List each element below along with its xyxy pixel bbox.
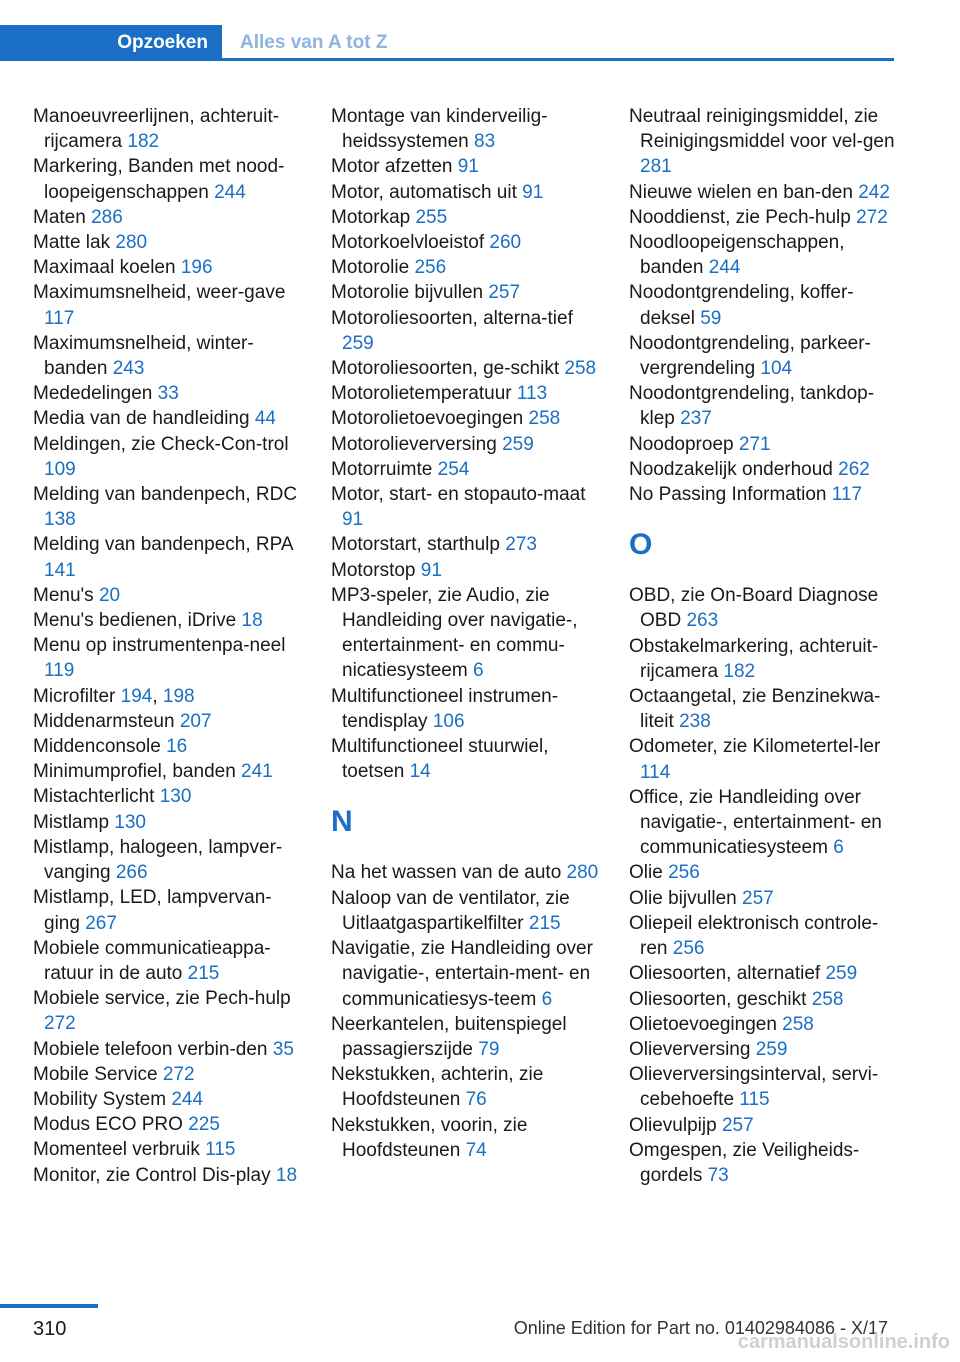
index-entry-text: Melding van bandenpech, RPA (33, 534, 293, 556)
page-link[interactable]: 18 (275, 1164, 298, 1186)
page-link[interactable]: 182 (723, 660, 756, 682)
watermark: carmanualsonline.info (737, 1331, 950, 1353)
index-entry (33, 1112, 305, 1137)
page-link[interactable]: 119 (44, 660, 75, 682)
index-entry-text: Noodzakelijk onderhoud (629, 458, 833, 480)
page-link[interactable]: 257 (488, 282, 521, 304)
index-entry (331, 180, 603, 205)
index-entry (629, 785, 901, 861)
index-entry (33, 280, 305, 330)
index-entry (331, 1012, 603, 1062)
index-entry (33, 633, 305, 683)
index-entry (33, 1163, 305, 1188)
index-entry-text: Mistlamp, LED, lampvervan-ging (33, 887, 272, 934)
index-entry-text: Meldingen, zie Check-Con-trol (33, 433, 289, 455)
index-entry-text: Matte lak (33, 232, 111, 254)
index-entry-text: Mistachterlicht (33, 786, 155, 808)
index-entry-text: Middenconsole (33, 736, 161, 758)
page-link[interactable]: 273 (505, 534, 537, 556)
page-link[interactable]: 6 (541, 988, 553, 1010)
index-entry-text: Noodontgrendeling, parkeer-vergrendeling (629, 332, 871, 380)
page-link[interactable]: 130 (114, 811, 146, 833)
index-entry-text: Mobiele communicatieappa-ratuur in de auto (33, 937, 271, 984)
index-entry (629, 886, 901, 911)
index-entry-text: Maten (33, 206, 86, 228)
index-entry (33, 482, 305, 532)
index-entry (331, 583, 603, 684)
page-link[interactable]: 117 (44, 307, 75, 329)
page-link[interactable]: 44 (254, 408, 276, 430)
page-link[interactable]: 258 (564, 358, 597, 380)
index-entry (33, 205, 305, 230)
index-entry-text: Olie (629, 862, 663, 884)
page-link[interactable]: 16 (166, 736, 188, 758)
index-entry-text: Middenarmsteun (33, 710, 175, 732)
page-link[interactable]: 79 (478, 1038, 500, 1060)
page-link[interactable]: 207 (179, 710, 212, 732)
index-entry-text: Menu's (33, 584, 94, 606)
page-link[interactable]: 18 (241, 610, 263, 632)
index-entry (33, 1062, 305, 1087)
page-link[interactable]: 271 (738, 433, 771, 455)
page-link[interactable]: 215 (187, 962, 220, 984)
index-entry-text: No Passing Information (629, 484, 827, 506)
index-entry-text: Media van de handleiding (33, 408, 250, 430)
page-link[interactable]: 91 (457, 156, 479, 178)
index-entry (331, 532, 603, 557)
index-entry-text: Olieverversingsinterval, servi-cebehoefte (629, 1064, 879, 1111)
page-link[interactable]: 260 (489, 232, 522, 254)
page-link[interactable]: 73 (707, 1164, 729, 1186)
index-entry (33, 835, 305, 885)
index-entry (331, 1062, 603, 1112)
index-entry (331, 255, 603, 280)
index-entry-text: Olie bijvullen (629, 887, 737, 909)
index-entry (33, 1137, 305, 1162)
index-entry (331, 230, 603, 255)
page-link[interactable]: 272 (162, 1063, 195, 1085)
page-link[interactable]: 104 (760, 358, 793, 380)
page-link[interactable]: 83 (474, 131, 496, 153)
index-entry-text: Motoroliesoorten, alterna-tief (331, 307, 573, 329)
index-entry-text: Minimumprofiel, banden (33, 761, 236, 783)
index-entry-text: Mobiele telefoon verbin-den (33, 1038, 268, 1060)
index-entry-text: Octaangetal, zie Benzinekwa-liteit (629, 686, 881, 733)
index-entry (33, 936, 305, 986)
index-entry-text: Multifunctioneel instrumen-tendisplay (331, 685, 559, 732)
index-entry-text: Maximaal koelen (33, 257, 176, 279)
index-entry-text: Microfilter (33, 685, 116, 707)
index-entry (331, 457, 603, 482)
page-link[interactable]: 280 (115, 232, 148, 254)
index-entry-text: OBD, zie On-Board Diagnose OBD (629, 585, 879, 632)
page-link[interactable]: 76 (465, 1089, 487, 1111)
index-entry-text: Motorolietemperatuur (331, 383, 512, 405)
index-entry (629, 911, 901, 961)
index-entry-text: Navigatie, zie Handleiding over navigatie-, entertain-ment- en communicatiesys-teem (331, 938, 593, 1010)
page-link[interactable]: 106 (432, 710, 465, 732)
index-entry (331, 734, 603, 784)
index-entry (331, 205, 603, 230)
page-link[interactable]: 256 (672, 938, 705, 960)
tab-alles-van-a-tot-z[interactable]: Alles van A tot Z (240, 32, 388, 53)
index-entry (33, 432, 305, 482)
page-link[interactable]: 196 (180, 257, 213, 279)
index-entry (331, 558, 603, 583)
index-entry (33, 331, 305, 381)
index-entry (331, 306, 603, 356)
index-entry (33, 1087, 305, 1112)
index-entry-text: Noodoproep (629, 433, 734, 455)
page-link[interactable]: 259 (755, 1038, 788, 1060)
index-entry (331, 154, 603, 179)
page-link[interactable]: 262 (838, 458, 870, 480)
tab-opzoeken[interactable]: Opzoeken (0, 25, 222, 61)
index-entry (33, 154, 305, 204)
index-column-1 (33, 104, 305, 1188)
index-entry-text: Nieuwe wielen en ban-den (629, 181, 853, 203)
index-entry (33, 583, 305, 608)
index-entry-text: Menu op instrumentenpa-neel (33, 635, 286, 657)
page-link[interactable]: 91 (522, 181, 544, 203)
index-entry-text: Maximumsnelheid, weer-gave (33, 282, 286, 304)
index-entry (33, 532, 305, 582)
page-link[interactable]: 35 (272, 1038, 294, 1060)
index-entry-text: Motorkap (331, 206, 411, 228)
page-link[interactable]: 272 (44, 1013, 76, 1035)
index-entry (33, 784, 305, 809)
index-entry (331, 482, 603, 532)
index-entry (629, 634, 901, 684)
index-entry-text: Nekstukken, voorin, zie Hoofdsteunen (331, 1114, 528, 1161)
page-link[interactable]: 115 (739, 1089, 770, 1111)
index-entry (33, 255, 305, 280)
page-link[interactable]: 91 (420, 559, 442, 581)
index-entry (629, 482, 901, 507)
index-entry-text: Omgespen, zie Veiligheids-gordels (629, 1139, 860, 1186)
index-entry (331, 886, 603, 936)
page-link[interactable]: 198 (162, 685, 195, 707)
page-link[interactable]: 215 (528, 912, 561, 934)
index-entry (629, 1113, 901, 1138)
index-entry (33, 709, 305, 734)
index-entry-text: Motorolietoevoegingen (331, 408, 524, 430)
index-entry-text: Obstakelmarkering, achteruit-rijcamera (629, 635, 879, 682)
page-link[interactable]: 117 (831, 484, 863, 506)
index-column-2 (331, 104, 603, 1163)
index-entry (629, 684, 901, 734)
index-entry (629, 457, 901, 482)
index-entry (629, 987, 901, 1012)
page-link[interactable]: 242 (858, 181, 890, 203)
index-entry-text: Motorolie (331, 257, 410, 279)
page-link[interactable]: 257 (721, 1114, 754, 1136)
index-entry (629, 961, 901, 986)
page-link[interactable]: 115 (205, 1139, 236, 1161)
footer-rule (0, 1304, 98, 1308)
index-entry (331, 356, 603, 381)
index-entry (331, 104, 603, 154)
index-entry (33, 406, 305, 431)
page-link[interactable]: 141 (44, 559, 76, 581)
page-link[interactable]: 182 (127, 131, 160, 153)
index-entry (629, 1138, 901, 1188)
index-entry (33, 104, 305, 154)
page-link[interactable]: 258 (811, 988, 844, 1010)
index-entry-text: Mistlamp (33, 811, 110, 833)
index-entry-text: Mobiele service, zie Pech-hulp (33, 988, 291, 1010)
index-entry (629, 230, 901, 280)
page-link[interactable]: 241 (241, 761, 273, 783)
edition-note: Online Edition for Part no. 01402984086 - X/17 (513, 1318, 888, 1338)
index-entry-text: Modus ECO PRO (33, 1114, 183, 1136)
index-entry-text: Neutraal reinigingsmiddel, zie Reinigingsmiddel voor vel-gen (629, 106, 895, 153)
page-link[interactable]: 238 (679, 711, 711, 733)
index-entry (629, 1037, 901, 1062)
page-link[interactable]: 258 (782, 1013, 814, 1035)
index-entry-text: Mistlamp, halogeen, lampver-vanging (33, 836, 283, 884)
index-entry: Microfilter 194, 198 (33, 685, 195, 707)
page-link[interactable]: 114 (640, 761, 671, 783)
page-link[interactable]: 91 (342, 509, 364, 531)
index-entry (629, 381, 901, 431)
index-entry-text: Oliepeil elektronisch controle-ren (629, 912, 879, 960)
index-entry-text: Olieverversing (629, 1038, 751, 1060)
page-link[interactable]: 254 (437, 458, 470, 480)
index-entry-text: Nooddienst, zie Pech-hulp (629, 206, 851, 228)
index-entry (331, 406, 603, 431)
page-link[interactable]: 256 (668, 862, 700, 884)
index-entry (629, 1012, 901, 1037)
index-entry (629, 583, 901, 633)
index-entry-text: Na het wassen van de auto (331, 862, 562, 884)
page-link[interactable]: 257 (742, 887, 774, 909)
page-link[interactable]: 109 (44, 458, 76, 480)
page-link[interactable]: 194 (120, 685, 153, 707)
page-link[interactable]: 263 (686, 610, 719, 632)
index-entry-text: Motorstart, starthulp (331, 534, 500, 556)
page-link[interactable]: 14 (409, 761, 431, 783)
page-link[interactable]: 272 (856, 206, 888, 228)
index-entry-text: MP3-speler, zie Audio, zie Handleiding over navigatie-, entertainment- en commu-nicatiesysteem (331, 584, 578, 682)
page-link[interactable]: 113 (516, 383, 548, 405)
index-entry-text: Neerkantelen, buitenspiegel passagierszijde (331, 1013, 567, 1060)
index-entry-text: Monitor, zie Control Dis-play (33, 1164, 271, 1186)
index-entry (331, 860, 603, 885)
index-entry (33, 734, 305, 759)
index-entry (331, 280, 603, 305)
index-entry (331, 936, 603, 1012)
index-entry (331, 432, 603, 457)
index-entry (33, 1037, 305, 1062)
header-rule (0, 58, 894, 61)
index-entry-text: Noodontgrendeling, tankdop-klep (629, 383, 875, 430)
page-header (0, 25, 894, 62)
index-entry-text: Mobile Service (33, 1063, 158, 1085)
index-entry-text: Markering, Banden met nood-loopeigenschappen (33, 156, 285, 203)
page-link[interactable]: 6 (833, 837, 844, 859)
page-link[interactable]: 237 (680, 408, 712, 430)
page-link[interactable]: 225 (188, 1114, 220, 1136)
index-entry-text: Motorolieverversing (331, 433, 497, 455)
index-entry-text: Motorolie bijvullen (331, 282, 484, 304)
index-entry-text: Motor, automatisch uit (331, 181, 517, 203)
index-entry (331, 1113, 603, 1163)
index-entry-text: Noodontgrendeling, koffer-deksel (629, 282, 854, 329)
page-link[interactable]: 258 (528, 408, 561, 430)
page-link[interactable]: 59 (700, 307, 722, 329)
index-entry-text: Mobility System (33, 1088, 167, 1110)
index-entry-text: Oliesoorten, geschikt (629, 988, 807, 1010)
index-entry (629, 280, 901, 330)
page-link[interactable]: 259 (502, 433, 534, 455)
page-link[interactable]: 255 (415, 206, 448, 228)
index-entry-text: Odometer, zie Kilometertel-ler (629, 736, 881, 758)
index-entry (629, 331, 901, 381)
index-entry-text: Naloop van de ventilator, zie Uitlaatgaspartikelfilter (331, 887, 570, 934)
index-entry (629, 180, 901, 205)
index-entry-text: Noodloopeigenschappen, banden (629, 232, 845, 279)
page-link[interactable]: 267 (85, 912, 117, 934)
page-link[interactable]: 280 (566, 862, 599, 884)
index-entry (33, 810, 305, 835)
index-entry-text: Motorstop (331, 559, 416, 581)
index-entry-text: Motor, start- en stopauto-maat (331, 484, 586, 506)
index-entry (331, 684, 603, 734)
page-link[interactable]: 281 (640, 156, 672, 178)
index-entry (629, 1062, 901, 1112)
index-entry (33, 608, 305, 633)
page-link[interactable]: 33 (157, 383, 179, 405)
page-link[interactable]: 130 (159, 786, 192, 808)
page-link[interactable]: 259 (825, 963, 858, 985)
page-link[interactable]: 244 (171, 1088, 204, 1110)
page-link[interactable]: 74 (465, 1139, 487, 1161)
index-entry-text: Melding van bandenpech, RDC (33, 484, 298, 506)
index-entry-text: Menu's bedienen, iDrive (33, 610, 237, 632)
index-entry (33, 986, 305, 1036)
index-entry-text: Momenteel verbruik (33, 1139, 200, 1161)
index-entry-text: Motor afzetten (331, 156, 453, 178)
page-link[interactable]: 244 (214, 181, 246, 203)
index-entry (629, 432, 901, 457)
index-entry (33, 885, 305, 935)
index-entry-text: Maximumsnelheid, winter-banden (33, 332, 254, 380)
index-entry (629, 104, 901, 180)
index-entry (33, 381, 305, 406)
index-entry-text: Multifunctioneel stuurwiel, toetsen (331, 736, 549, 783)
page-link[interactable]: 138 (44, 509, 76, 531)
index-entry-text: Montage van kinderveilig-heidssystemen (331, 106, 548, 153)
index-entry-text: Manoeuvreerlijnen, achteruit-rijcamera (33, 106, 280, 153)
page-link[interactable]: 244 (708, 257, 741, 279)
index-entry (629, 860, 901, 885)
index-entry-text: Olietoevoegingen (629, 1013, 777, 1035)
index-entry-text: Office, zie Handleiding over navigatie-, entertainment- en communicatiesysteem (629, 786, 882, 859)
page-link[interactable]: 243 (112, 358, 145, 380)
index-entry (33, 759, 305, 784)
index-entry (33, 230, 305, 255)
index-entry-text: Olievulpijp (629, 1114, 717, 1136)
section-letter: N (331, 805, 353, 839)
index-entry (629, 734, 901, 784)
page-link[interactable]: 266 (115, 862, 148, 884)
index-entry-text: Motorruimte (331, 458, 433, 480)
index-entry (629, 205, 901, 230)
page-number: 310 (33, 1318, 67, 1340)
index-entry (331, 381, 603, 406)
page-link[interactable]: 286 (91, 206, 123, 228)
section-letter: O (629, 528, 653, 562)
index-entry-text: Motoroliesoorten, ge-schikt (331, 358, 560, 380)
index-entry-text: Nekstukken, achterin, zie Hoofdsteunen (331, 1064, 544, 1111)
index-entry-text: Oliesoorten, alternatief (629, 963, 821, 985)
page-link[interactable]: 20 (98, 584, 121, 606)
page-link[interactable]: 256 (414, 257, 447, 279)
index-entry-text: Motorkoelvloeistof (331, 232, 485, 254)
index-column-3 (629, 104, 901, 1188)
index-entry-text: Mededelingen (33, 383, 153, 405)
page-link[interactable]: 259 (342, 332, 374, 354)
page-link[interactable]: 6 (472, 660, 484, 682)
